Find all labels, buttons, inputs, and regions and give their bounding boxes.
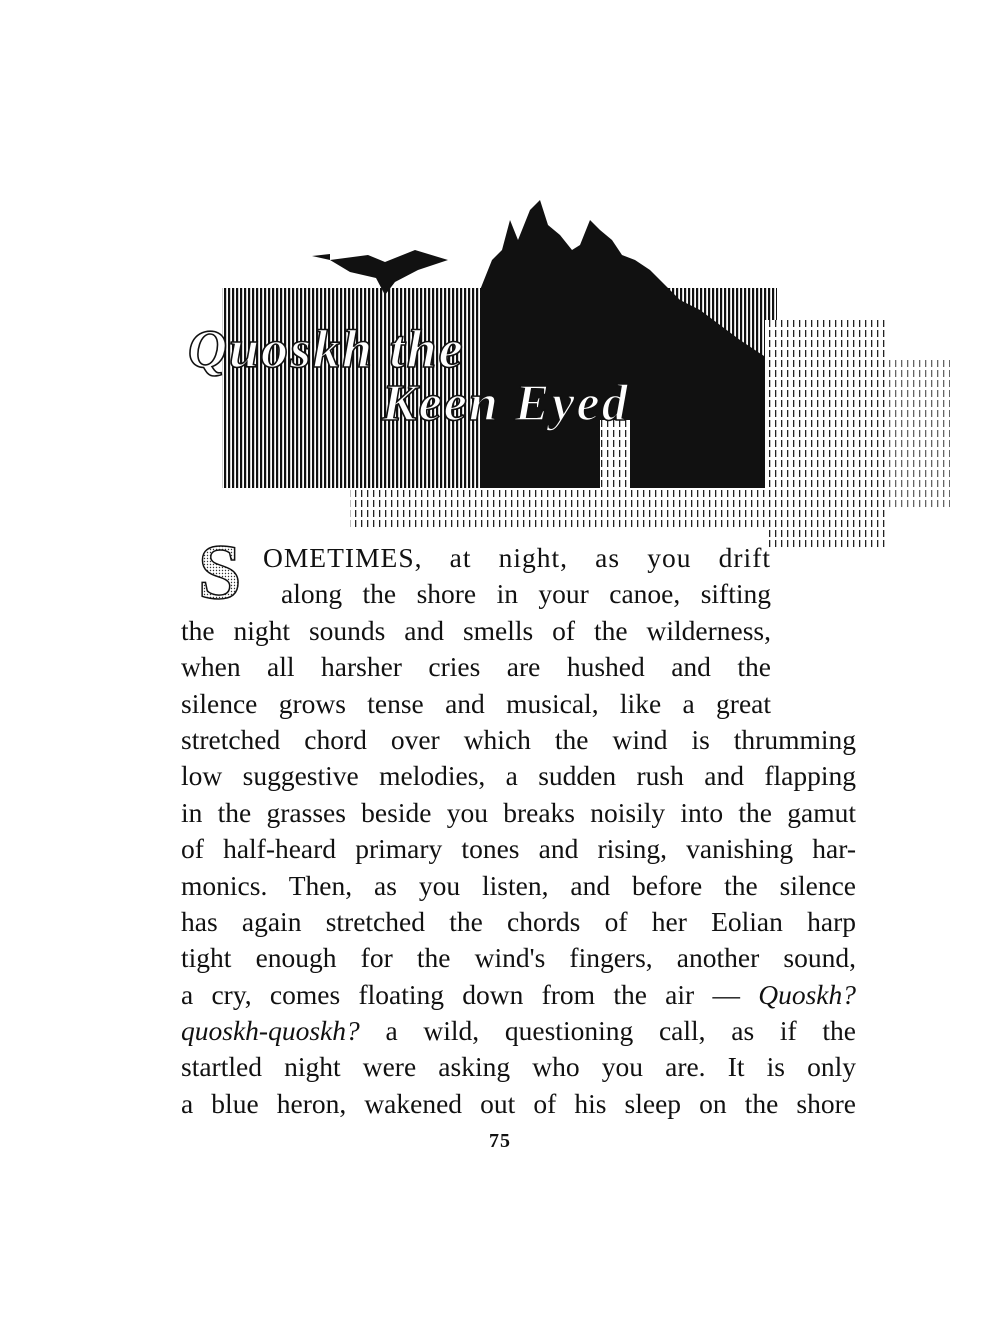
text-line: OMETIMES, at night, as you drift — [263, 542, 771, 573]
text-line-with-call — [181, 977, 856, 1013]
text-line: low suggestive melodies, a sudden rush and flapping — [181, 760, 856, 792]
text-segment: a cry, comes floating down from the air — — [181, 978, 740, 1010]
italic-call: Quoskh? — [758, 978, 856, 1010]
body-paragraph — [181, 540, 856, 1122]
text-line-with-call — [181, 1013, 856, 1049]
text-line: along the shore in your canoe, sifting — [281, 578, 771, 610]
text-line: tight enough for the wind's fingers, another sound, — [181, 942, 856, 974]
text-line: in the grasses beside you breaks noisily into the gamut — [181, 796, 856, 828]
text-line: has again stretched the chords of her Eolian harp — [181, 905, 856, 937]
drop-cap-letter: S — [198, 536, 242, 608]
text-line: a blue heron, wakened out of his sleep on the shore — [181, 1087, 856, 1119]
page-number: 75 — [489, 1130, 511, 1152]
chapter-title-line-2: Keen Eyed — [382, 375, 630, 432]
text-line: silence grows tense and musical, like a great — [181, 687, 771, 719]
text-line: startled night were asking who you are. It is only — [181, 1051, 856, 1083]
text-line: when all harsher cries are hushed and the — [181, 651, 771, 683]
text-line: of half-heard primary tones and rising, vanishing har- — [181, 833, 856, 865]
chapter-title-line-1: Quoskh the — [188, 319, 465, 379]
text-segment: a wild, questioning call, as if the — [385, 1015, 857, 1047]
text-line: monics. Then, as you listen, and before the silence — [181, 869, 856, 901]
text-line: the night sounds and smells of the wilderness, — [181, 614, 771, 646]
italic-call: quoskh-quoskh? — [181, 1015, 360, 1047]
text-line: stretched chord over which the wind is thrumming — [181, 723, 856, 755]
